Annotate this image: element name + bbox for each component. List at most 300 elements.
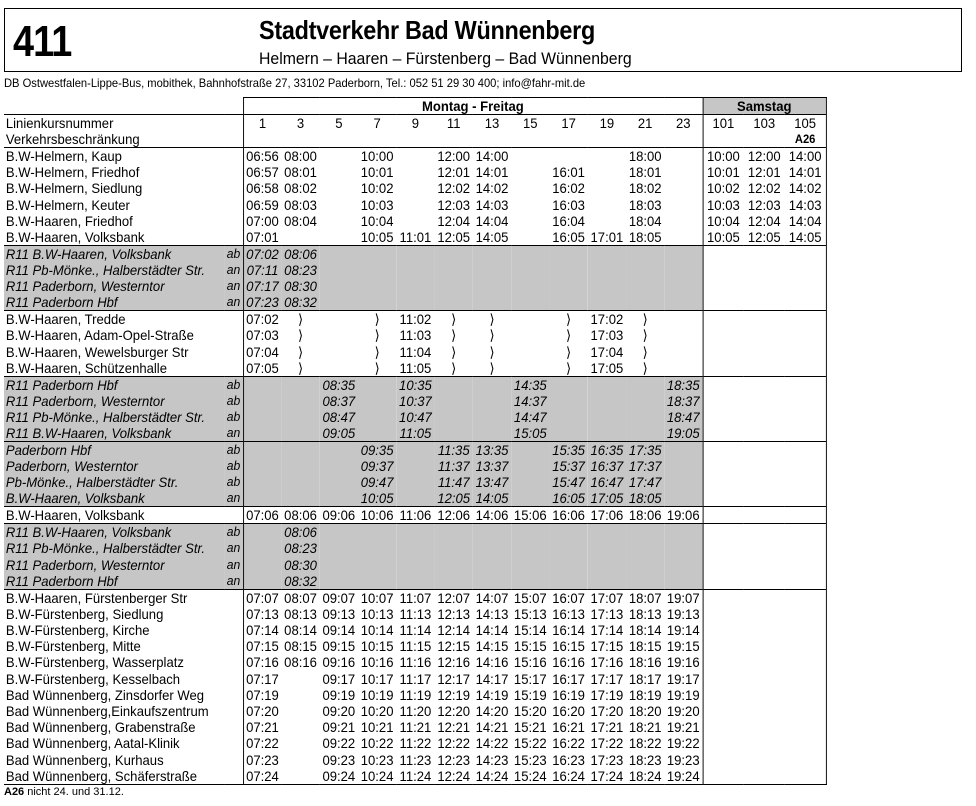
departure-time	[320, 294, 358, 311]
departure-time: 14:15	[475, 638, 509, 655]
departure-time: 18:22	[628, 735, 662, 752]
departure-time: 10:05	[703, 229, 744, 246]
departure-time	[664, 229, 702, 246]
departure-time	[703, 556, 744, 572]
departure-time	[358, 524, 396, 541]
departure-time	[703, 311, 744, 328]
departure-time: 16:19	[552, 686, 585, 703]
departure-time: 12:02	[437, 180, 471, 197]
departure-time	[703, 719, 744, 735]
course-number: 105	[785, 115, 826, 132]
departure-time	[396, 213, 434, 229]
departure-time	[281, 670, 319, 686]
departure-time	[588, 409, 626, 425]
departure-time: 14:07	[473, 589, 511, 606]
departure-time: 10:16	[360, 654, 394, 671]
departure-time: 11:19	[399, 686, 432, 703]
cell	[744, 131, 785, 148]
departure-time: 14:17	[475, 670, 509, 687]
departure-time: 17:23	[590, 751, 624, 768]
departure-time	[320, 441, 358, 458]
departure-time: 16:16	[552, 654, 585, 671]
departure-time	[435, 573, 473, 590]
departure-time	[549, 540, 587, 556]
departure-time: 18:47	[664, 409, 702, 425]
departure-time: 07:16	[243, 654, 281, 670]
course-number: 7	[358, 115, 396, 132]
departure-time: 17:16	[590, 654, 624, 671]
table-row	[4, 687, 826, 703]
departure-time	[785, 458, 826, 474]
departure-time: 18:03	[628, 196, 662, 213]
table-row	[4, 490, 826, 507]
departure-time: ⟩	[489, 327, 495, 344]
departure-time	[396, 573, 434, 590]
departure-time	[664, 490, 702, 507]
departure-time: 17:14	[590, 622, 624, 638]
departure-time: 11:23	[399, 751, 432, 768]
departure-time: 11:20	[399, 702, 432, 719]
table-row	[4, 606, 826, 622]
departure-time	[588, 294, 626, 311]
departure-time	[396, 540, 434, 556]
departure-time: 10:22	[360, 735, 394, 752]
departure-time	[358, 540, 396, 556]
departure-time	[243, 474, 281, 490]
departure-time	[664, 556, 702, 572]
departure-time	[664, 164, 702, 180]
direction-marker	[224, 327, 243, 343]
departure-time: 10:02	[360, 180, 394, 197]
departure-time	[744, 425, 785, 442]
departure-time: 16:17	[552, 670, 585, 687]
departure-time	[744, 654, 785, 670]
departure-time: 08:01	[284, 164, 317, 181]
table-row	[4, 573, 826, 590]
departure-time	[588, 376, 626, 393]
stop-name: B.W-Helmern, Friedhof	[5, 164, 140, 181]
departure-time: 11:37	[435, 458, 473, 474]
departure-time: 15:21	[513, 719, 547, 736]
stop-name: B.W-Helmern, Siedlung	[5, 180, 143, 197]
departure-time: 12:14	[437, 622, 471, 638]
direction-marker: an	[224, 540, 243, 556]
departure-time: 16:37	[588, 458, 626, 474]
departure-time: 07:22	[243, 735, 281, 751]
departure-time: 10:19	[360, 686, 394, 703]
departure-time: 15:35	[549, 441, 587, 458]
departure-time	[511, 262, 549, 278]
departure-time	[396, 278, 434, 294]
departure-time: 18:04	[628, 212, 662, 229]
departure-time: 18:23	[628, 751, 662, 768]
table-row	[4, 148, 826, 165]
departure-time	[703, 343, 744, 359]
departure-time	[785, 376, 826, 393]
direction-marker	[224, 622, 243, 638]
cell	[664, 131, 702, 148]
course-number: 15	[511, 115, 549, 132]
departure-time	[435, 409, 473, 425]
departure-time: 18:17	[628, 670, 662, 687]
departure-time: 17:21	[590, 719, 624, 736]
departure-time: 07:15	[243, 638, 281, 654]
departure-time: 13:47	[473, 474, 511, 490]
stop-name: Bad Wünnenberg,Einkaufszentrum	[5, 702, 209, 719]
departure-time: ⟩	[374, 327, 380, 344]
departure-time	[320, 311, 358, 328]
departure-time: 18:21	[628, 719, 662, 736]
table-row	[4, 262, 826, 278]
departure-time: 18:16	[628, 654, 662, 671]
table-row	[4, 376, 826, 393]
departure-time: 18:14	[628, 622, 662, 638]
departure-time	[549, 245, 587, 262]
stop-name: R11 Paderborn Hbf	[4, 294, 224, 311]
departure-time	[320, 229, 358, 246]
departure-time	[744, 540, 785, 556]
departure-time: 11:14	[399, 622, 432, 638]
departure-time: 15:06	[511, 507, 549, 524]
departure-time	[588, 180, 626, 196]
departure-time: ⟩	[626, 311, 664, 328]
footnote-code: A26	[4, 786, 25, 798]
table-row	[4, 703, 826, 719]
departure-time: 08:23	[281, 540, 319, 556]
departure-time: 14:23	[475, 751, 509, 768]
departure-time	[435, 278, 473, 294]
departure-time	[626, 262, 664, 278]
departure-time	[664, 180, 702, 196]
departure-time	[435, 393, 473, 409]
departure-time	[511, 213, 549, 229]
departure-time: 07:00	[243, 213, 281, 229]
departure-time: 11:05	[399, 359, 432, 376]
departure-time: 14:24	[473, 768, 511, 785]
direction-marker	[224, 589, 243, 606]
departure-time	[281, 474, 319, 490]
stop-name: R11 Paderborn, Westerntor	[4, 278, 224, 294]
departure-time	[511, 343, 549, 359]
departure-time	[281, 425, 319, 442]
departure-time: 10:01	[703, 164, 744, 180]
table-row	[4, 751, 826, 767]
departure-time: 17:05	[588, 490, 626, 507]
departure-time: 08:30	[281, 556, 319, 572]
stop-name: R11 B.W-Haaren, Volksbank	[4, 425, 224, 442]
departure-time: 07:20	[243, 703, 281, 719]
departure-time: 14:20	[475, 702, 509, 719]
departure-time	[549, 148, 587, 165]
departure-time	[243, 573, 281, 590]
departure-time	[320, 360, 358, 377]
cell	[626, 131, 664, 148]
stop-name: B.W-Helmern, Keuter	[5, 196, 130, 213]
departure-time: 14:01	[785, 164, 826, 180]
cell	[396, 131, 434, 148]
stop-name: B.W-Haaren, Friedhof	[5, 212, 133, 229]
departure-time	[243, 425, 281, 442]
departure-time	[511, 490, 549, 507]
departure-time: 07:04	[243, 343, 281, 359]
footnote-text: nicht 24. und 31.12.	[24, 786, 124, 798]
departure-time: 16:23	[552, 751, 585, 768]
departure-time: 17:22	[590, 735, 624, 752]
departure-time: 09:19	[322, 686, 356, 703]
departure-time: 17:02	[588, 311, 626, 328]
stop-name: B.W-Fürstenberg, Kesselbach	[5, 670, 181, 687]
departure-time: 15:23	[513, 751, 547, 768]
departure-time	[744, 278, 785, 294]
departure-time	[473, 540, 511, 556]
departure-time: 15:20	[513, 702, 547, 719]
departure-time	[549, 278, 587, 294]
departure-time	[744, 556, 785, 572]
departure-time	[549, 376, 587, 393]
departure-time	[703, 524, 744, 541]
group-header-row	[4, 98, 826, 115]
departure-time	[785, 311, 826, 328]
departure-time: 14:19	[475, 686, 509, 703]
departure-time: 17:47	[626, 474, 664, 490]
departure-time: 08:04	[284, 212, 317, 229]
departure-time: 14:06	[473, 507, 511, 524]
departure-time: ⟩	[489, 359, 495, 376]
departure-time: 16:07	[549, 589, 587, 606]
stop-name: B.W-Haaren, Volksbank	[4, 490, 224, 507]
direction-marker: ab	[224, 474, 243, 490]
course-number: 21	[626, 115, 664, 132]
departure-time	[664, 474, 702, 490]
cell	[473, 131, 511, 148]
direction-marker: an	[224, 490, 243, 507]
departure-time: 08:13	[284, 605, 317, 622]
departure-time	[588, 213, 626, 229]
departure-time	[473, 262, 511, 278]
departure-time: 11:16	[399, 654, 432, 671]
stop-name: R11 Paderborn, Westerntor	[4, 393, 224, 409]
departure-time	[473, 425, 511, 442]
departure-time: 11:47	[435, 474, 473, 490]
departure-time	[703, 573, 744, 590]
departure-time: 19:24	[664, 768, 702, 785]
stop-name: Paderborn Hbf	[4, 441, 224, 458]
departure-time	[785, 278, 826, 294]
departure-time: 16:13	[552, 605, 585, 622]
departure-time	[320, 262, 358, 278]
table-row	[4, 540, 826, 556]
departure-time	[358, 278, 396, 294]
direction-marker: ab	[224, 409, 243, 425]
departure-time: 19:13	[666, 605, 700, 622]
departure-time	[473, 556, 511, 572]
direction-marker	[224, 654, 243, 670]
departure-time: 14:37	[511, 393, 549, 409]
departure-time	[320, 458, 358, 474]
departure-time	[664, 262, 702, 278]
departure-time: 07:14	[243, 622, 281, 638]
departure-time: 09:05	[320, 425, 358, 442]
departure-time: ⟩	[473, 311, 511, 328]
table-row	[4, 622, 826, 638]
departure-time	[320, 245, 358, 262]
direction-marker: ab	[224, 458, 243, 474]
departure-time: 15:13	[513, 605, 547, 622]
departure-time: 11:15	[399, 638, 432, 655]
stop-name: R11 B.W-Haaren, Volksbank	[4, 524, 224, 541]
departure-time	[703, 507, 744, 524]
table-row	[4, 654, 826, 670]
departure-time: 08:06	[281, 524, 319, 541]
departure-time: 14:04	[785, 213, 826, 229]
departure-time: 14:00	[785, 148, 826, 165]
departure-time	[358, 556, 396, 572]
departure-time: 07:07	[243, 589, 281, 606]
departure-time: 12:00	[435, 148, 473, 165]
departure-time: 11:22	[399, 735, 432, 752]
stop-name: B.W-Fürstenberg, Kirche	[5, 622, 150, 638]
departure-time: 18:07	[626, 589, 664, 606]
departure-time: 19:20	[666, 702, 700, 719]
course-number: 3	[281, 115, 319, 132]
departure-time: 15:14	[513, 622, 547, 638]
route-subtitle: Helmern – Haaren – Fürstenberg – Bad Wünnenberg	[259, 49, 632, 68]
table-row	[4, 327, 826, 343]
direction-marker	[224, 735, 243, 751]
departure-time	[703, 294, 744, 311]
departure-time	[320, 490, 358, 507]
departure-time: 15:37	[549, 458, 587, 474]
departure-time	[320, 213, 358, 229]
departure-time	[703, 393, 744, 409]
departure-time: 14:35	[511, 376, 549, 393]
departure-time	[320, 164, 358, 180]
stop-name: Paderborn, Westerntor	[4, 458, 224, 474]
departure-time: 14:13	[475, 605, 509, 622]
departure-time	[785, 606, 826, 622]
departure-time	[703, 458, 744, 474]
departure-time	[396, 458, 434, 474]
departure-time: 08:32	[281, 294, 319, 311]
departure-time: 07:23	[243, 751, 281, 767]
cell	[703, 131, 744, 148]
departure-time	[281, 751, 319, 767]
departure-time: 19:17	[666, 670, 700, 687]
departure-time: 14:47	[511, 409, 549, 425]
departure-time: 12:06	[435, 507, 473, 524]
departure-time	[320, 278, 358, 294]
departure-time: 15:19	[513, 686, 547, 703]
departure-time: 14:03	[785, 196, 826, 212]
departure-time	[281, 393, 319, 409]
departure-time: 09:23	[322, 751, 356, 768]
departure-time: 18:01	[628, 164, 662, 181]
departure-time: 17:17	[590, 670, 624, 687]
departure-time: 08:16	[284, 654, 317, 671]
departure-time: 08:15	[284, 638, 317, 655]
departure-time: 12:24	[435, 768, 473, 785]
header-spacer	[4, 98, 243, 115]
departure-time	[588, 573, 626, 590]
departure-time: 10:00	[358, 148, 396, 165]
departure-time	[396, 441, 434, 458]
table-row	[4, 735, 826, 751]
departure-time	[626, 376, 664, 393]
departure-time: 15:22	[513, 735, 547, 752]
departure-time: 14:04	[475, 212, 509, 229]
departure-time	[626, 556, 664, 572]
departure-time	[243, 458, 281, 474]
departure-time: 08:07	[281, 589, 319, 606]
departure-time: 14:01	[475, 164, 509, 181]
operator-info: DB Ostwestfalen-Lippe-Bus, mobithek, Bahnhofstraße 27, 33102 Paderborn, Tel.: 052 51 29 30 400; info@fahr-mit.de	[4, 76, 586, 90]
departure-time	[785, 409, 826, 425]
departure-time: 08:35	[320, 376, 358, 393]
departure-time	[703, 490, 744, 507]
departure-time	[281, 409, 319, 425]
departure-time: ⟩	[489, 343, 495, 360]
departure-time: 11:05	[396, 425, 434, 442]
departure-time	[511, 441, 549, 458]
departure-time	[320, 556, 358, 572]
departure-time: 09:24	[320, 768, 358, 785]
departure-time: 09:22	[322, 735, 356, 752]
departure-time: 07:17	[243, 670, 281, 686]
departure-time: ⟩	[297, 359, 304, 376]
departure-time: 12:15	[437, 638, 471, 655]
departure-time	[785, 589, 826, 606]
departure-time: 07:03	[243, 327, 281, 343]
table-row	[4, 409, 826, 425]
departure-time: 07:17	[243, 278, 281, 294]
departure-time	[396, 294, 434, 311]
departure-time: 07:06	[243, 507, 281, 524]
departure-time: 16:05	[552, 228, 585, 245]
direction-marker	[224, 148, 243, 165]
departure-time	[473, 393, 511, 409]
departure-time	[511, 311, 549, 328]
departure-time: 15:16	[513, 654, 547, 671]
departure-time	[358, 245, 396, 262]
departure-time	[435, 262, 473, 278]
departure-time: 19:22	[666, 735, 700, 752]
departure-time	[511, 180, 549, 196]
departure-time	[243, 393, 281, 409]
table-row	[4, 278, 826, 294]
departure-time	[785, 622, 826, 638]
departure-time	[785, 751, 826, 767]
departure-time: 16:01	[552, 164, 585, 181]
departure-time: 09:06	[320, 507, 358, 524]
departure-time	[664, 196, 702, 212]
departure-time: 16:14	[552, 622, 585, 638]
departure-time	[785, 294, 826, 311]
departure-time	[473, 409, 511, 425]
departure-time	[785, 360, 826, 377]
cell	[320, 131, 358, 148]
cell	[358, 131, 396, 148]
departure-time: ⟩	[451, 343, 457, 360]
departure-time: 09:20	[322, 702, 356, 719]
departure-time	[243, 490, 281, 507]
departure-time: 16:47	[588, 474, 626, 490]
departure-time	[744, 327, 785, 343]
departure-time	[320, 540, 358, 556]
departure-time: 18:05	[628, 228, 662, 245]
departure-time: 09:21	[322, 719, 356, 736]
direction-marker	[224, 670, 243, 686]
departure-time	[785, 327, 826, 343]
